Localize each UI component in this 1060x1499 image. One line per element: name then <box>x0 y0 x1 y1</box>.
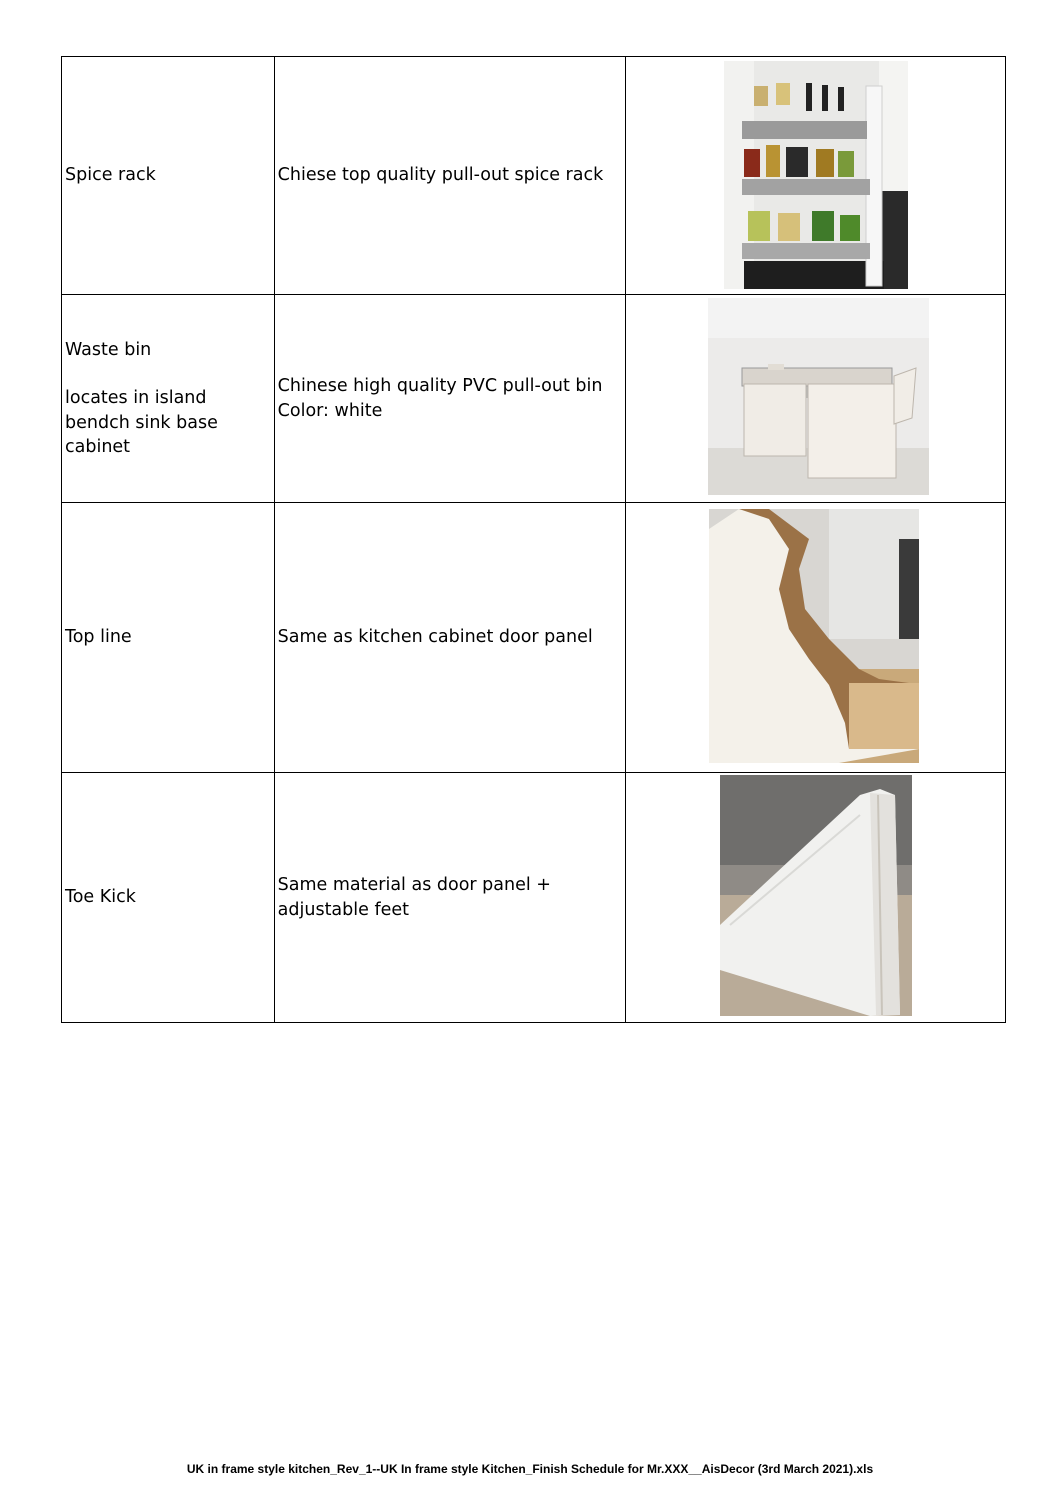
description-cell <box>274 57 625 295</box>
item-cell <box>62 57 275 295</box>
description-line: Chiese top quality pull-out spice rack <box>277 165 604 186</box>
image-cell <box>625 773 1005 1023</box>
description-line: Same as kitchen cabinet door panel <box>277 627 593 648</box>
item-name: Waste bin <box>65 339 152 360</box>
finish-schedule-table <box>61 56 1006 1023</box>
item-note: bendch sink base <box>65 412 218 433</box>
table-row <box>62 295 1006 503</box>
table-row <box>62 57 1006 295</box>
waste-bin-photo <box>708 298 929 495</box>
image-cell <box>625 57 1005 295</box>
item-cell <box>62 295 275 503</box>
description-line: adjustable feet <box>277 899 410 920</box>
description-cell <box>274 295 625 503</box>
item-cell <box>62 773 275 1023</box>
top-line-molding-photo <box>709 509 919 763</box>
description-cell <box>274 503 625 773</box>
table-row <box>62 773 1006 1023</box>
image-cell <box>625 503 1005 773</box>
image-cell <box>625 295 1005 503</box>
description-line: Chinese high quality PVC pull-out bin <box>277 376 603 396</box>
description-line: Color: white <box>277 400 383 421</box>
item-name: Toe Kick <box>65 887 136 908</box>
item-name: Top line <box>65 627 132 648</box>
description-cell <box>274 773 625 1023</box>
item-name: Spice rack <box>65 165 156 186</box>
table-row <box>62 503 1006 773</box>
item-note: locates in island <box>65 388 207 408</box>
item-cell <box>62 503 275 773</box>
file-name-footer: UK in frame style kitchen_Rev_1--UK In frame style Kitchen_Finish Schedule for Mr.XXX__AisDecor (3rd March 2021).xls <box>186 1462 874 1476</box>
item-note: cabinet <box>65 437 131 457</box>
spice-rack-photo <box>724 61 908 289</box>
toe-kick-photo <box>720 775 912 1016</box>
description-line: Same material as door panel + <box>277 875 551 895</box>
